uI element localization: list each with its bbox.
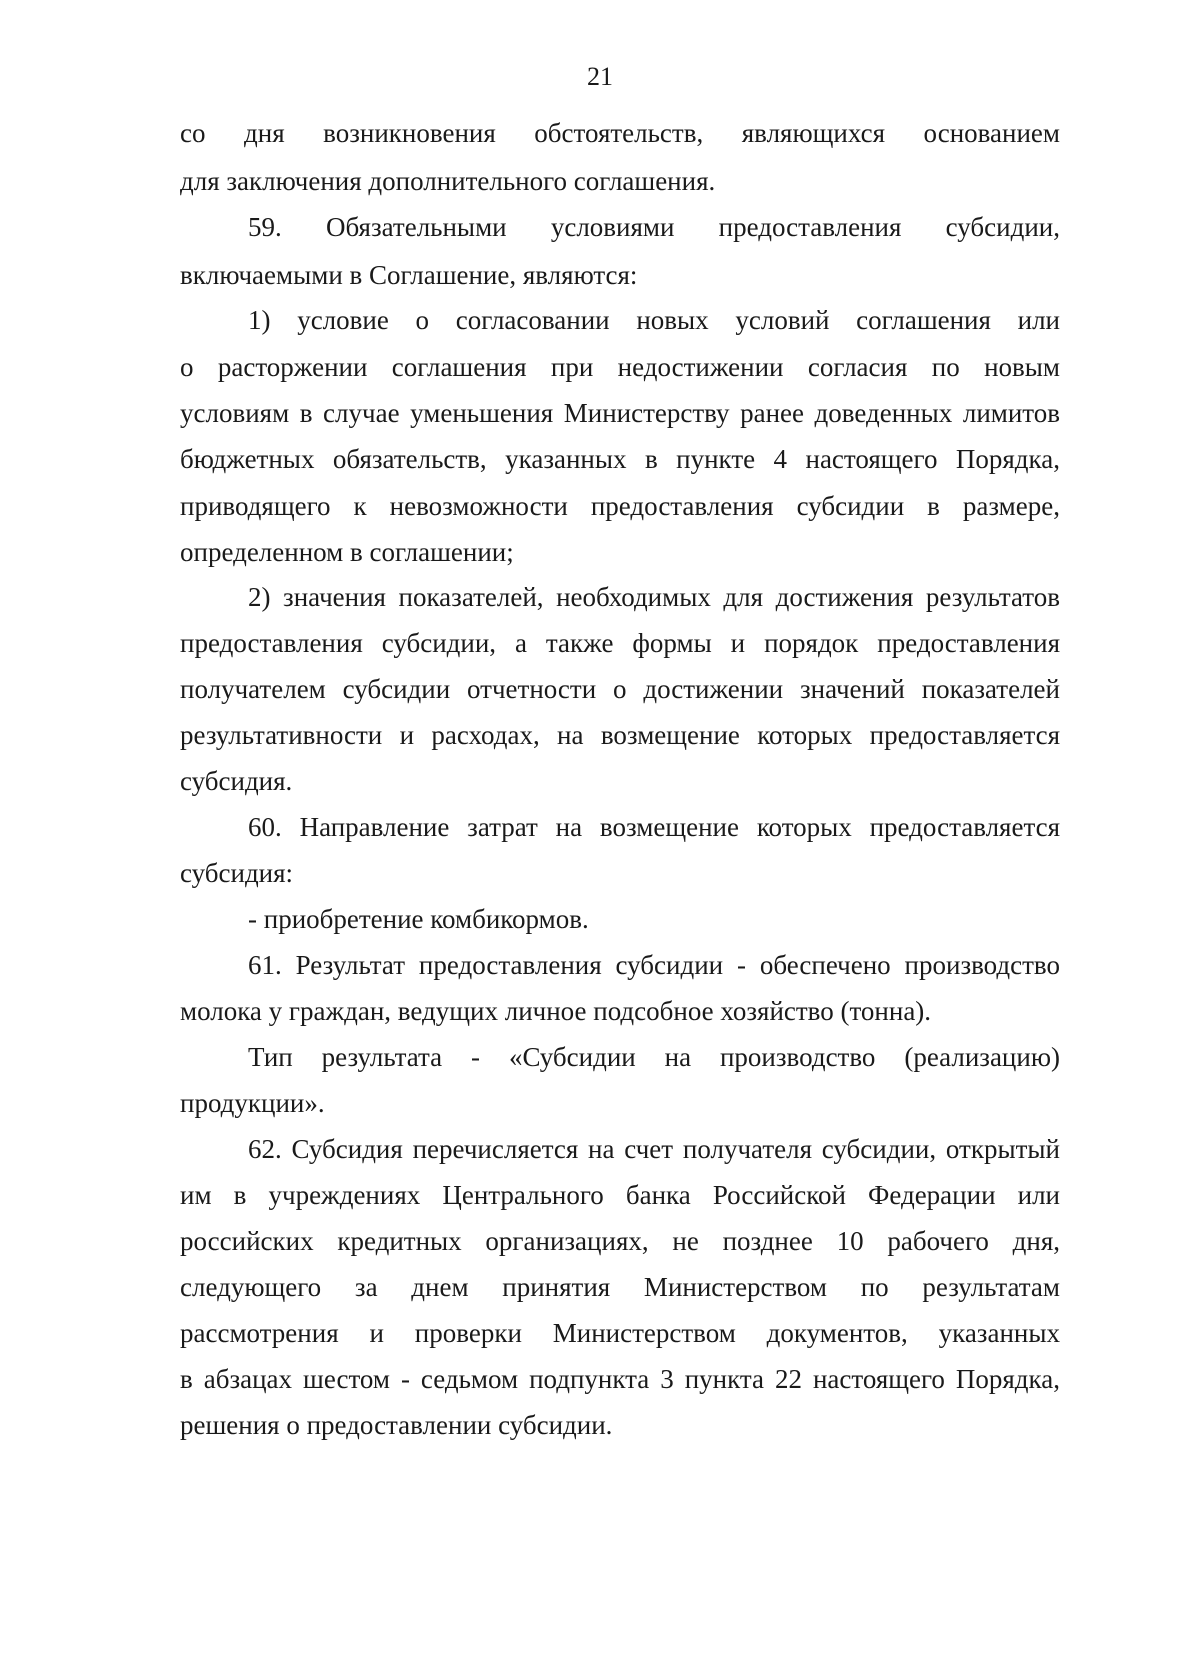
text-line: определенном в соглашении;	[180, 537, 514, 567]
text-line: бюджетных обязательств, указанных в пункте 4 настоящего Порядка,	[180, 444, 1060, 474]
text-line: продукции».	[180, 1088, 325, 1118]
text-line: условиям в случае уменьшения Министерству ранее доведенных лимитов	[180, 398, 1060, 428]
text-line: о расторжении соглашения при недостижении согласия по новым	[180, 352, 1060, 382]
text-line: 59. Обязательными условиями предоставления субсидии,	[248, 212, 1060, 242]
text-line: решения о предоставлении субсидии.	[180, 1410, 613, 1440]
text-line: субсидия.	[180, 766, 293, 796]
text-line: в абзацах шестом - седьмом подпункта 3 пункта 22 настоящего Порядка,	[180, 1364, 1060, 1394]
text-line: им в учреждениях Центрального банка Российской Федерации или	[180, 1180, 1060, 1210]
text-line: рассмотрения и проверки Министерством документов, указанных	[180, 1318, 1060, 1348]
text-line: получателем субсидии отчетности о достижении значений показателей	[180, 674, 1060, 704]
text-line: включаемыми в Соглашение, являются:	[180, 260, 638, 290]
text-line: 2) значения показателей, необходимых для достижения результатов	[248, 582, 1060, 612]
text-line: для заключения дополнительного соглашения.	[180, 166, 716, 196]
text-line: 61. Результат предоставления субсидии - обеспечено производство	[248, 950, 1060, 980]
text-line: со дня возникновения обстоятельств, являющихся основанием	[180, 118, 1060, 148]
text-line: - приобретение комбикормов.	[248, 904, 589, 934]
text-line: молока у граждан, ведущих личное подсобное хозяйство (тонна).	[180, 996, 932, 1026]
text-line: 62. Субсидия перечисляется на счет получателя субсидии, открытый	[248, 1134, 1060, 1164]
text-line: предоставления субсидии, а также формы и порядок предоставления	[180, 628, 1060, 658]
text-line: приводящего к невозможности предоставления субсидии в размере,	[180, 491, 1060, 521]
text-line: российских кредитных организациях, не позднее 10 рабочего дня,	[180, 1226, 1060, 1256]
page-number: 21	[587, 62, 613, 91]
text-line: Тип результата - «Субсидии на производство (реализацию)	[248, 1042, 1060, 1072]
text-line: 1) условие о согласовании новых условий соглашения или	[248, 305, 1060, 335]
text-line: результативности и расходах, на возмещение которых предоставляется	[180, 720, 1060, 750]
text-line: следующего за днем принятия Министерством по результатам	[180, 1272, 1060, 1302]
text-line: субсидия:	[180, 858, 294, 888]
text-line: 60. Направление затрат на возмещение которых предоставляется	[248, 812, 1060, 842]
